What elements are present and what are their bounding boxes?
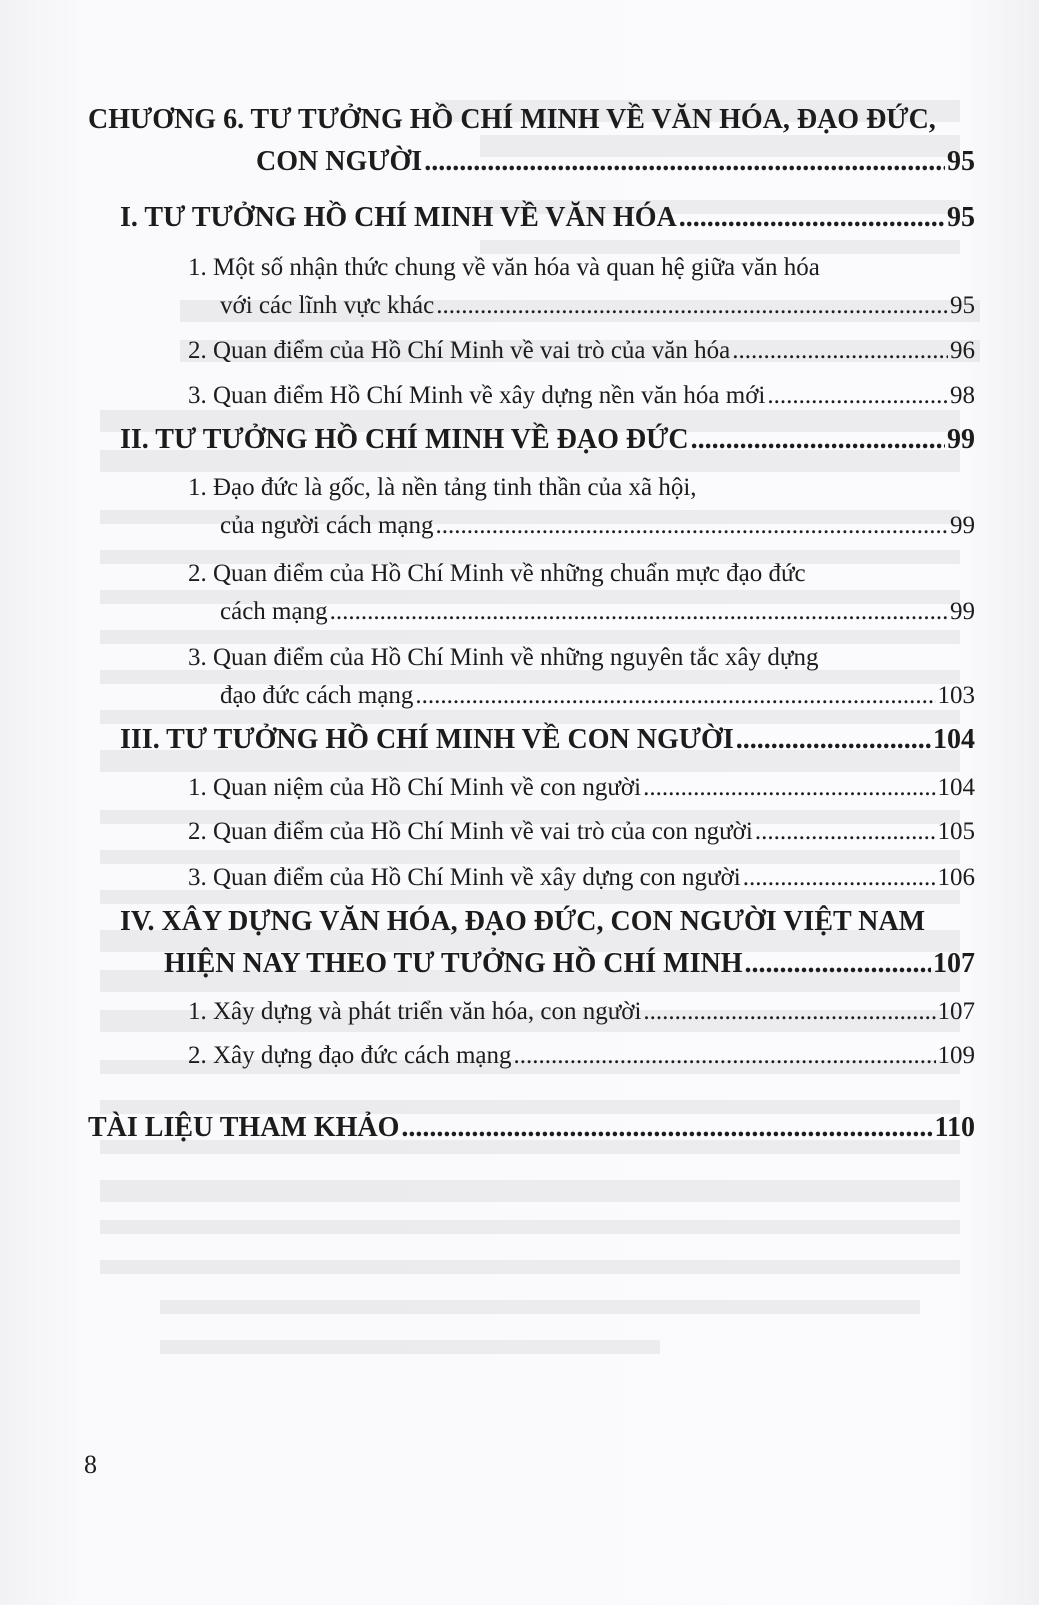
leader-dots: [330, 598, 948, 626]
toc-entry-section-1[interactable]: [120, 202, 975, 234]
page-ref: 109: [937, 1042, 975, 1069]
section-4-title-line1: IV. XÂY DỰNG VĂN HÓA, ĐẠO ĐỨC, CON NGƯỜI VIỆT NAM: [120, 906, 926, 937]
page-ref: 98: [950, 382, 975, 409]
leader-dots: [436, 512, 949, 540]
leader-dots: [401, 1112, 932, 1144]
toc-entry-section-3[interactable]: [120, 724, 975, 756]
toc-entry-3-1[interactable]: [188, 774, 975, 802]
section-1-item-1-line2: với các lĩnh vực khác: [220, 292, 435, 319]
page-ref: 104: [937, 774, 975, 801]
section-2-item-2-line1: 2. Quan điểm của Hồ Chí Minh về những chuẩn mực đạo đức: [188, 560, 806, 587]
leader-dots: [424, 146, 945, 178]
toc-entry-3-3[interactable]: [188, 864, 975, 892]
chapter-6-title-line2: CON NGƯỜI: [256, 146, 423, 177]
section-2-item-3-line2: đạo đức cách mạng: [220, 682, 414, 709]
leader-dots: [743, 864, 936, 892]
section-1-item-1-line1: 1. Một số nhận thức chung về văn hóa và quan hệ giữa văn hóa: [188, 254, 820, 281]
toc-entry-1-1[interactable]: [220, 292, 975, 320]
section-3-item-3: 3. Quan điểm của Hồ Chí Minh về xây dựng con người: [188, 864, 741, 891]
page-ref: 95: [947, 202, 975, 233]
page-ref: 95: [950, 292, 975, 319]
section-2-item-2-line2: cách mạng: [220, 598, 328, 625]
leader-dots: [732, 337, 948, 365]
section-3-item-1: 1. Quan niệm của Hồ Chí Minh về con người: [188, 774, 642, 801]
toc-entry-2-3[interactable]: [220, 682, 975, 710]
chapter-6-title-line1: CHƯƠNG 6. TƯ TƯỞNG HỒ CHÍ MINH VỀ VĂN HÓA, ĐẠO ĐỨC,: [88, 104, 936, 135]
toc-entry-2-2[interactable]: [220, 598, 975, 626]
section-1-title: I. TƯ TƯỞNG HỒ CHÍ MINH VỀ VĂN HÓA: [120, 202, 677, 233]
page-ref: 96: [950, 337, 975, 364]
leader-dots: [767, 382, 948, 410]
page-ref: 103: [937, 682, 975, 709]
toc-entry-2-1[interactable]: [220, 512, 975, 540]
page-ref: 104: [933, 724, 975, 755]
references-title: TÀI LIỆU THAM KHẢO: [88, 1112, 400, 1143]
page-ref: 99: [947, 424, 975, 455]
toc-entry-1-3[interactable]: [188, 382, 975, 410]
leader-dots: [691, 424, 945, 456]
toc-entry-1-2[interactable]: [188, 337, 975, 365]
leader-dots: [415, 682, 935, 710]
page-ref: 99: [950, 598, 975, 625]
leader-dots: [745, 948, 932, 980]
section-1-item-3: 3. Quan điểm Hồ Chí Minh về xây dựng nền văn hóa mới: [188, 382, 766, 409]
page-ref: 99: [950, 512, 975, 539]
section-2-item-1-line1: 1. Đạo đức là gốc, là nền tảng tinh thần của xã hội,: [188, 474, 697, 501]
section-2-title: II. TƯ TƯỞNG HỒ CHÍ MINH VỀ ĐẠO ĐỨC: [120, 424, 689, 455]
leader-dots: [643, 998, 935, 1026]
section-3-item-2: 2. Quan điểm của Hồ Chí Minh về vai trò của con người: [188, 818, 753, 845]
section-4-item-1: 1. Xây dựng và phát triển văn hóa, con người: [188, 998, 642, 1025]
page-ref: 107: [933, 948, 975, 979]
page-ref: 105: [937, 818, 975, 845]
page-ref: 106: [937, 864, 975, 891]
leader-dots: [514, 1042, 936, 1070]
page-number: 8: [84, 1450, 97, 1479]
section-4-title-line2: HIỆN NAY THEO TƯ TƯỞNG HỒ CHÍ MINH: [164, 948, 743, 979]
section-3-title: III. TƯ TƯỞNG HỒ CHÍ MINH VỀ CON NGƯỜI: [120, 724, 734, 755]
leader-dots: [755, 818, 936, 846]
page-ref: 110: [934, 1112, 975, 1143]
toc-entry-chapter-6[interactable]: [256, 146, 975, 178]
section-4-item-2: 2. Xây dựng đạo đức cách mạng: [188, 1042, 512, 1069]
page-ref: 95: [947, 146, 975, 177]
leader-dots: [679, 202, 945, 234]
section-2-item-3-line1: 3. Quan điểm của Hồ Chí Minh về những nguyên tắc xây dựng: [188, 644, 819, 671]
leader-dots: [436, 292, 948, 320]
toc-entry-3-2[interactable]: [188, 818, 975, 846]
section-1-item-2: 2. Quan điểm của Hồ Chí Minh về vai trò của văn hóa: [188, 337, 731, 364]
toc-entry-section-4[interactable]: [164, 948, 975, 980]
section-2-item-1-line2: của người cách mạng: [220, 512, 434, 539]
toc-entry-references[interactable]: [88, 1112, 975, 1144]
page-ref: 107: [937, 998, 975, 1025]
leader-dots: [643, 774, 935, 802]
toc-entry-4-2[interactable]: [188, 1042, 975, 1070]
toc-entry-section-2[interactable]: [120, 424, 975, 456]
leader-dots: [736, 724, 931, 756]
toc-entry-4-1[interactable]: [188, 998, 975, 1026]
